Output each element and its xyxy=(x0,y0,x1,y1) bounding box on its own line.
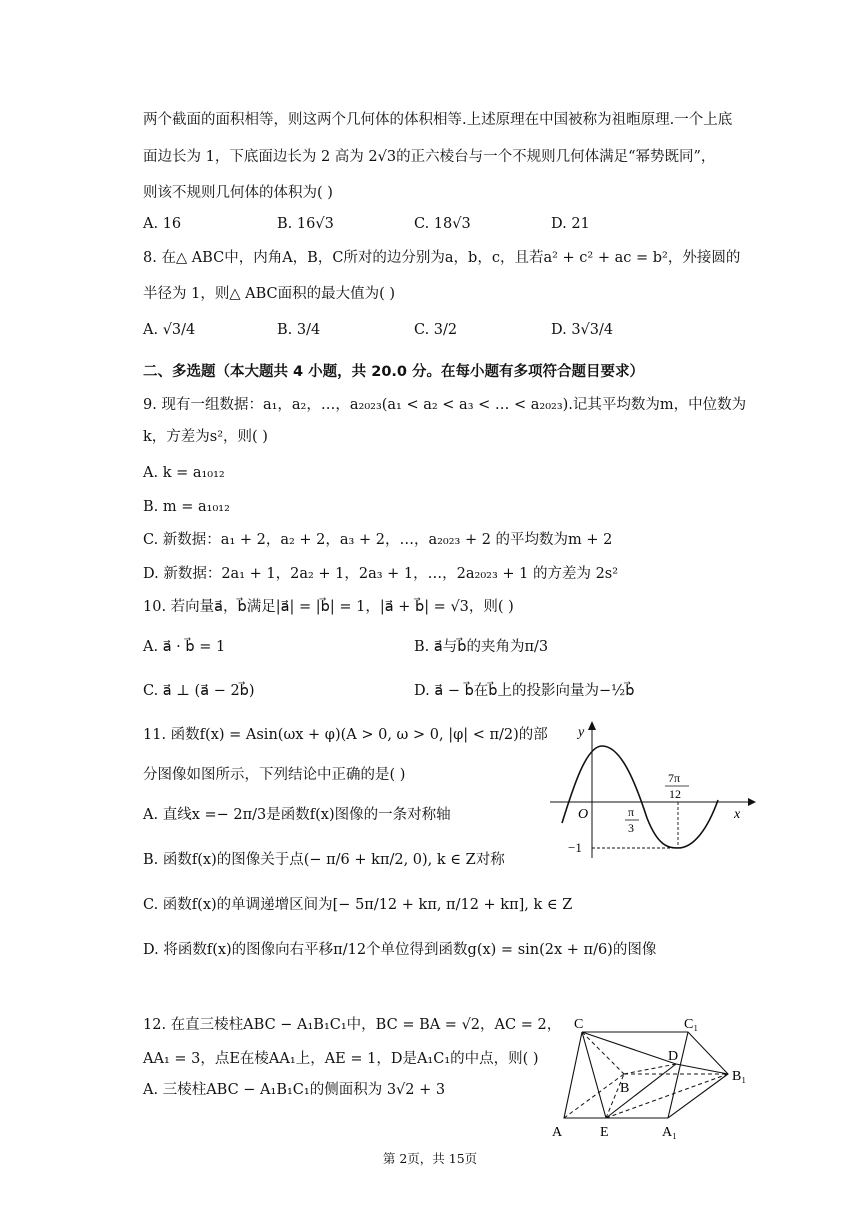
sine-curve xyxy=(562,746,718,848)
edge-e-d xyxy=(606,1064,676,1118)
tick-7pi-over-12: 7π xyxy=(668,771,681,785)
q12-line2: AA₁ = 3，点E在棱AA₁上，AE = 1，D是A₁C₁的中点，则( ) xyxy=(143,1051,539,1067)
y-axis-arrow xyxy=(588,721,596,730)
tick-pi-over-3: π xyxy=(628,805,635,819)
origin-label: O xyxy=(578,807,589,822)
sine-graph-figure xyxy=(548,718,758,866)
tick-pi-over-3-den: 3 xyxy=(628,821,634,835)
y-label: y xyxy=(578,725,585,740)
label-d: D xyxy=(668,1049,679,1064)
q12-option-a: A. 三棱柱ABC − A₁B₁C₁的侧面积为 3√2 + 3 xyxy=(143,1082,446,1098)
q9-option-b: B. m = a₁₀₁₂ xyxy=(143,499,230,515)
x-label: x xyxy=(734,807,741,822)
label-b1: B₁ xyxy=(732,1069,747,1084)
q7-option-c: C. 18√3 xyxy=(414,216,471,232)
tick-7pi-over-12-den: 12 xyxy=(669,787,681,801)
q10-option-d: D. a⃗ − b⃗在b⃗上的投影向量为−½b⃗ xyxy=(414,683,635,699)
q7-option-a: A. 16 xyxy=(143,216,182,232)
q11-line2: 分图像如图所示，下列结论中正确的是( ) xyxy=(143,767,406,783)
q9-line2: k，方差为s²，则( ) xyxy=(143,429,268,445)
section-heading: 二、多选题（本大题共 4 小题，共 20.0 分。在每小题有多项符合题目要求） xyxy=(143,364,645,380)
label-b: B xyxy=(620,1081,630,1096)
q9-line1: 9. 现有一组数据：a₁，a₂，…，a₂₀₂₃(a₁ < a₂ < a₃ < … < a₂₀₂₃).记其平均数为m，中位数为 xyxy=(143,397,747,413)
edge-c-d xyxy=(582,1032,679,1064)
prism-outline xyxy=(564,1032,728,1118)
q11-line1: 11. 函数f(x) = Asin(ωx + φ)(A > 0, ω > 0, |φ| < π/2)的部 xyxy=(143,727,548,743)
q7-option-d: D. 21 xyxy=(551,216,590,232)
q7-line2: 面边长为 1，下底面边长为 2 高为 2√3的正六棱台与一个不规则几何体满足“幂势既同”， xyxy=(143,149,716,165)
q12-line1: 12. 在直三棱柱ABC − A₁B₁C₁中，BC = BA = √2，AC = 2， xyxy=(143,1017,562,1033)
q11-option-c: C. 函数f(x)的单调递增区间为[− 5π/12 + kπ, π/12 + kπ], k ∈ Z xyxy=(143,897,573,913)
q7-option-b: B. 16√3 xyxy=(277,216,334,232)
q9-option-c: C. 新数据：a₁ + 2，a₂ + 2，a₃ + 2，…，a₂₀₂₃ + 2 的平均数为m + 2 xyxy=(143,532,613,548)
q8-line1: 8. 在△ ABC中，内角A，B，C所对的边分别为a，b，c，且若a² + c² + ac = b²，外接圆的 xyxy=(143,250,741,266)
q8-line2: 半径为 1，则△ ABC面积的最大值为( ) xyxy=(143,286,396,302)
q10-line1: 10. 若向量a⃗，b⃗满足|a⃗| = |b⃗| = 1，|a⃗ + b⃗| = √3，则( ) xyxy=(143,599,514,615)
q10-option-c: C. a⃗ ⊥ (a⃗ − 2b⃗) xyxy=(143,683,255,699)
hidden-edges xyxy=(564,1032,728,1118)
q11-option-d: D. 将函数f(x)的图像向右平移π/12个单位得到函数g(x) = sin(2x + π/6)的图像 xyxy=(143,942,657,958)
q9-option-d: D. 新数据：2a₁ + 1，2a₂ + 1，2a₃ + 1，…，2a₂₀₂₃ + 1 的方差为 2s² xyxy=(143,566,619,582)
tick-neg1: −1 xyxy=(568,840,582,855)
q11-option-b: B. 函数f(x)的图像关于点(− π/6 + kπ/2, 0), k ∈ Z对称 xyxy=(143,852,505,868)
q10-option-a: A. a⃗ · b⃗ = 1 xyxy=(143,639,226,655)
label-c1: C₁ xyxy=(684,1017,699,1032)
label-e: E xyxy=(600,1125,609,1140)
q7-line3: 则该不规则几何体的体积为( ) xyxy=(143,185,333,201)
q9-option-a: A. k = a₁₀₁₂ xyxy=(143,465,225,481)
q8-option-b: B. 3/4 xyxy=(277,322,321,338)
label-a1: A₁ xyxy=(662,1125,677,1140)
q7-line1: 两个截面的面积相等，则这两个几何体的体积相等.上述原理在中国被称为祖暅原理.一个上底 xyxy=(143,112,733,128)
edge-c-e xyxy=(582,1032,606,1118)
label-c: C xyxy=(574,1017,584,1032)
label-a: A xyxy=(552,1125,563,1140)
q10-option-b: B. a⃗与b⃗的夹角为π/3 xyxy=(414,639,549,655)
q8-option-d: D. 3√3/4 xyxy=(551,322,614,338)
q8-option-c: C. 3/2 xyxy=(414,322,458,338)
x-axis-arrow xyxy=(748,798,756,806)
q11-option-a: A. 直线x =− 2π/3是函数f(x)图像的一条对称轴 xyxy=(143,807,451,823)
prism-figure xyxy=(548,1012,758,1144)
page-footer: 第 2页，共 15页 xyxy=(382,1151,478,1166)
q8-option-a: A. √3/4 xyxy=(143,322,196,338)
